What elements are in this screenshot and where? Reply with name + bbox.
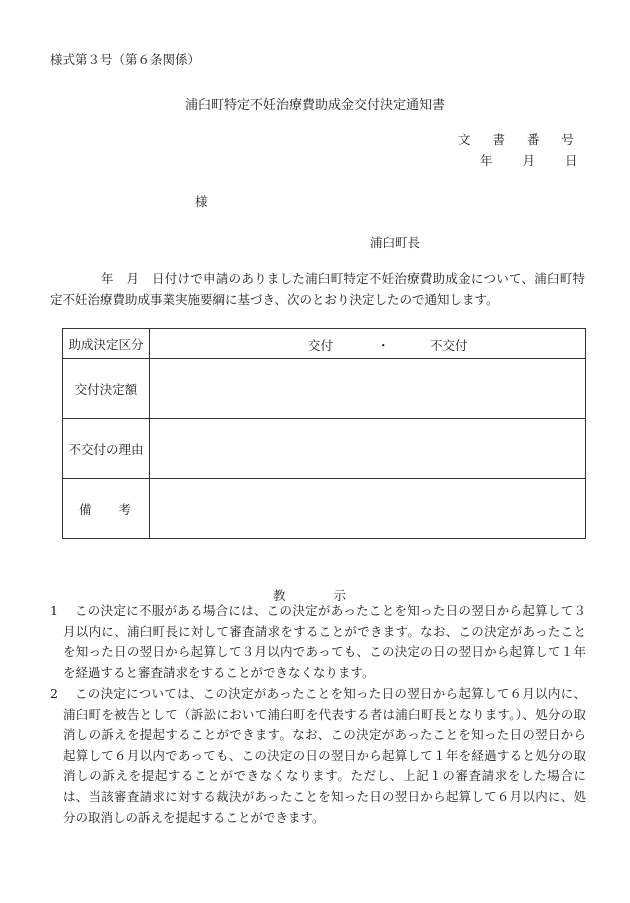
date-year: 年 xyxy=(480,153,493,168)
no-grant-reason-label: 不交付の理由 xyxy=(63,419,150,479)
grant-amount-label: 交付決定額 xyxy=(63,359,150,419)
notice-item-1-text: この決定に不服がある場合には、この決定があったことを知った日の翌日から起算して３月以内に、浦臼町長に対して審査請求をすることができます。なお、この決定があったことを知った日の翌日から起算して３月以内であっても、この決定の日の翌日から起算して１年を経過すると審査請求をすることができなくなります。 xyxy=(63,603,586,680)
option-separator: ・ xyxy=(377,338,390,353)
decision-table xyxy=(62,328,586,539)
no-grant-reason-field[interactable] xyxy=(150,419,586,479)
notice-item-1 xyxy=(50,601,586,683)
document-number-label xyxy=(458,130,574,148)
table-row-no-grant-reason xyxy=(63,419,586,479)
remarks-field[interactable] xyxy=(150,479,586,539)
doc-number-char-2: 書 xyxy=(492,132,506,147)
notice-item-2-number: 2 xyxy=(50,686,58,701)
remarks-label-char-1: 備 xyxy=(79,501,92,517)
body-text: 年 月 日付けで申請のありました浦臼町特定不妊治療費助成金について、浦臼町特定不妊治療費助成事業実施要綱に基づき、次のとおり決定したので通知します。 xyxy=(50,271,585,307)
document-title: 浦臼町特定不妊治療費助成金交付決定通知書 xyxy=(184,98,445,113)
remarks-label-char-2: 考 xyxy=(118,501,131,517)
grant-amount-field[interactable] xyxy=(150,359,586,419)
notice-heading-char-1: 教 xyxy=(273,588,286,603)
table-row-grant-amount xyxy=(63,359,586,419)
notice-heading-char-2: 示 xyxy=(333,588,347,603)
form-label: 様式第３号（第６条関係） xyxy=(50,52,201,67)
decision-type-options xyxy=(150,329,586,359)
notice-item-1-number: 1 xyxy=(50,603,58,618)
remarks-label xyxy=(63,479,150,539)
sender-name: 浦臼町長 xyxy=(370,235,421,250)
decision-type-label: 助成決定区分 xyxy=(63,329,150,359)
date-line xyxy=(480,151,578,169)
table-row-remarks xyxy=(63,479,586,539)
option-grant[interactable]: 交付 xyxy=(308,338,334,353)
notice-item-2 xyxy=(50,684,586,828)
table-row-decision-type xyxy=(63,329,586,359)
addressee-honorific: 様 xyxy=(195,194,208,209)
doc-number-char-1: 文 xyxy=(458,132,471,147)
date-day: 日 xyxy=(565,153,578,168)
notice-item-2-text: この決定については、この決定があったことを知った日の翌日から起算して６月以内に、浦臼町を被告として（訴訟において浦臼町を代表する者は浦臼町長となります。）、処分の取消しの訴えを提起することができます。なお、この決定があったことを知った日の翌日から起算して６月以内であっても、この決定の日の翌日から起算して１年を経過すると処分の取消しの訴えを提起することができなくなります。ただし、上記１の審査請求をした場合には、当該審査請求に対する裁決があったことを知った日の翌日から起算して６月以内に、処分の取消しの訴えを提起することができます。 xyxy=(63,686,586,825)
date-month: 月 xyxy=(522,153,536,168)
doc-number-char-3: 番 xyxy=(527,132,540,147)
doc-number-char-4: 号 xyxy=(561,132,575,147)
option-no-grant[interactable]: 不交付 xyxy=(430,338,468,353)
